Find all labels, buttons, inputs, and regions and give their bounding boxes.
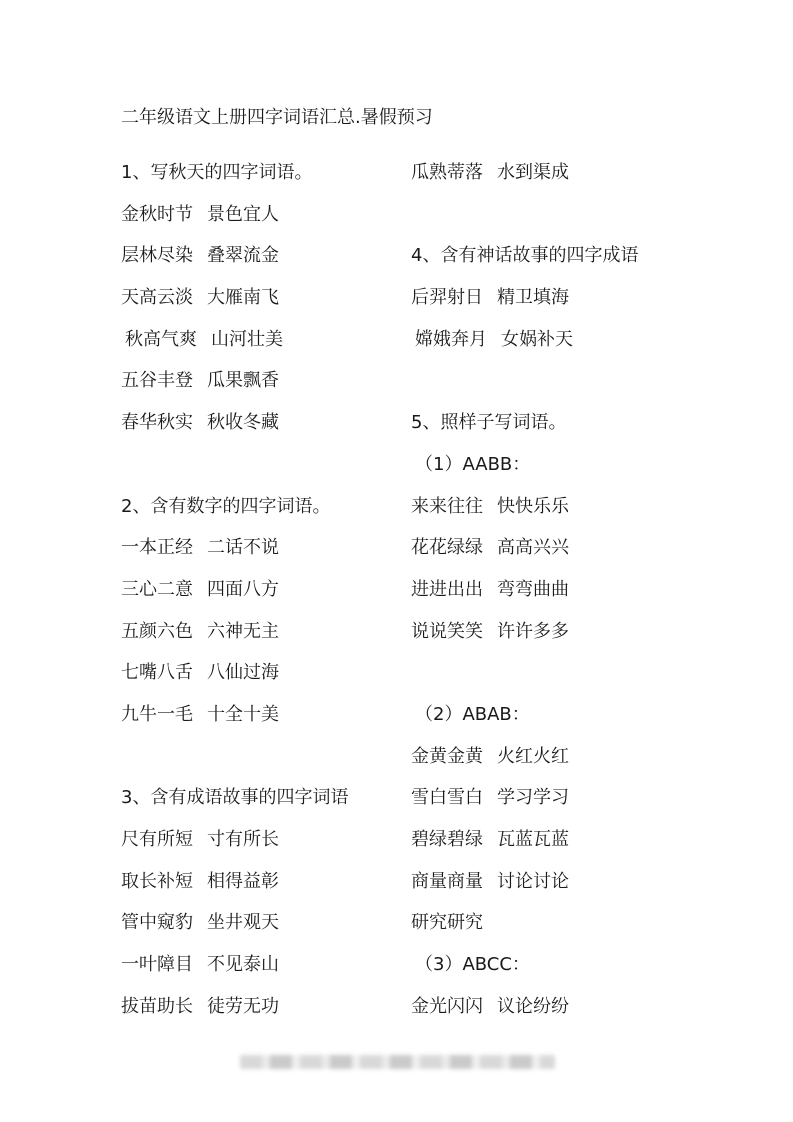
- word-pair-row: [121, 701, 411, 743]
- word-entry: 二话不说: [207, 537, 279, 559]
- word-entry: 金光闪闪: [411, 995, 483, 1017]
- word-entry: 徒劳无功: [207, 995, 279, 1017]
- left-column: [121, 159, 411, 1034]
- section-heading: 4、含有神话故事的四字成语: [411, 245, 639, 267]
- word-entry: 尺有所短: [121, 829, 193, 850]
- word-pair-row: [411, 534, 701, 576]
- blank-line: [121, 743, 411, 785]
- word-entry: 金黄金黄: [411, 745, 483, 767]
- word-entry: 取长补短: [121, 870, 193, 892]
- pattern-subheading: （3）ABCC：: [415, 954, 530, 976]
- blank-line: [411, 201, 701, 243]
- word-entry: 后羿射日: [411, 287, 483, 309]
- right-column: [411, 159, 701, 1034]
- word-entry: 七嘴八舌: [121, 662, 193, 684]
- word-pair-row: [411, 618, 701, 660]
- word-entry: 一叶障目: [121, 954, 193, 976]
- word-entry: 花花绿绿: [411, 537, 483, 559]
- word-pair-row: [411, 576, 701, 618]
- word-entry: 学习学习: [497, 787, 569, 809]
- word-pair-row: [411, 993, 701, 1035]
- word-pair-row: [121, 951, 411, 993]
- word-entry: 寸有所长: [207, 829, 279, 850]
- pattern-subheading: （2）ABAB：: [415, 703, 530, 725]
- blank-line: [121, 451, 411, 493]
- section-heading: 3、含有成语故事的四字词语: [121, 787, 349, 809]
- word-entry: 五谷丰登: [121, 370, 193, 392]
- section-heading: 1、写秋天的四字词语。: [121, 162, 313, 183]
- word-pair-row: [121, 534, 411, 576]
- pattern-subheading: （1）AABB：: [415, 453, 531, 475]
- blurred-footer-watermark: [240, 1055, 555, 1069]
- word-entry: 来来往往: [411, 495, 483, 517]
- word-pair-row: [121, 326, 411, 368]
- word-pair-row: [121, 284, 411, 326]
- word-pair-row: [121, 242, 411, 284]
- word-pair-row: [121, 909, 411, 951]
- word-pair-row: [121, 659, 411, 701]
- word-entry: 议论纷纷: [497, 995, 569, 1017]
- word-entry: 瓜果飘香: [207, 370, 279, 392]
- word-pair-row: [121, 367, 411, 409]
- word-entry: 商量商量: [411, 870, 483, 892]
- word-entry: 大雁南飞: [207, 287, 279, 309]
- word-entry: 金秋时节: [121, 203, 193, 225]
- word-entry: 四面八方: [207, 578, 279, 600]
- word-pair-row: [121, 618, 411, 660]
- word-pair-row: [121, 868, 411, 910]
- word-entry: 管中窥豹: [121, 912, 193, 934]
- word-pair-row: [411, 826, 701, 868]
- word-pair-row: [411, 743, 701, 785]
- word-pair-row: [411, 784, 701, 826]
- word-entry: 快快乐乐: [497, 495, 569, 517]
- word-entry: 女娲补天: [501, 328, 573, 350]
- word-entry: 坐井观天: [207, 912, 279, 934]
- word-entry: 许许多多: [497, 620, 569, 642]
- word-pair-row: [121, 993, 411, 1035]
- word-entry: 高高兴兴: [497, 537, 569, 559]
- word-entry: 雪白雪白: [411, 787, 483, 809]
- word-entry: 五颜六色: [121, 620, 193, 642]
- word-entry: 进进出出: [411, 578, 483, 600]
- word-entry: 精卫填海: [497, 287, 569, 309]
- word-entry: 碧绿碧绿: [411, 829, 483, 850]
- word-entry: 水到渠成: [497, 162, 569, 183]
- word-entry: 十全十美: [207, 703, 279, 725]
- word-pair-row: [121, 201, 411, 243]
- word-entry: 三心二意: [121, 578, 193, 600]
- word-pair-row: [411, 284, 701, 326]
- word-pair-row: [411, 493, 701, 535]
- blank-line: [411, 659, 701, 701]
- word-entry: 山河壮美: [211, 328, 283, 350]
- word-pair-row: [121, 576, 411, 618]
- word-entry: 叠翠流金: [207, 245, 279, 267]
- word-entry: 瓦蓝瓦蓝: [497, 829, 569, 850]
- word-entry: 研究研究: [411, 912, 483, 934]
- section-heading: 5、照样子写词语。: [411, 412, 567, 434]
- word-entry: 六神无主: [207, 620, 279, 642]
- word-entry: 嫦娥奔月: [415, 328, 487, 350]
- word-entry: 相得益彰: [207, 870, 279, 892]
- word-entry: 秋收冬藏: [207, 412, 279, 434]
- word-entry: 瓜熟蒂落: [411, 162, 483, 183]
- word-entry: 天高云淡: [121, 287, 193, 309]
- word-entry: 一本正经: [121, 537, 193, 559]
- word-entry: 景色宜人: [207, 203, 279, 225]
- word-entry: 讨论讨论: [497, 870, 569, 892]
- word-entry: 八仙过海: [207, 662, 279, 684]
- word-pair-row: [121, 409, 411, 451]
- section-heading: 2、含有数字的四字词语。: [121, 495, 331, 517]
- word-entry: 火红火红: [497, 745, 569, 767]
- word-entry: 弯弯曲曲: [497, 578, 569, 600]
- document-title: 二年级语文上册四字词语汇总.暑假预习: [121, 107, 433, 128]
- word-pair-row: [411, 159, 701, 201]
- word-entry: 说说笑笑: [411, 620, 483, 642]
- word-pair-row: [121, 826, 411, 868]
- word-pair-row: [411, 868, 701, 910]
- word-entry: 不见泰山: [207, 954, 279, 976]
- word-pair-row: [411, 326, 701, 368]
- word-entry: 层林尽染: [121, 245, 193, 267]
- word-entry: 九牛一毛: [121, 703, 193, 725]
- word-entry: 秋高气爽: [125, 328, 197, 350]
- blank-line: [411, 367, 701, 409]
- word-entry: 春华秋实: [121, 412, 193, 434]
- word-entry: 拔苗助长: [121, 995, 193, 1017]
